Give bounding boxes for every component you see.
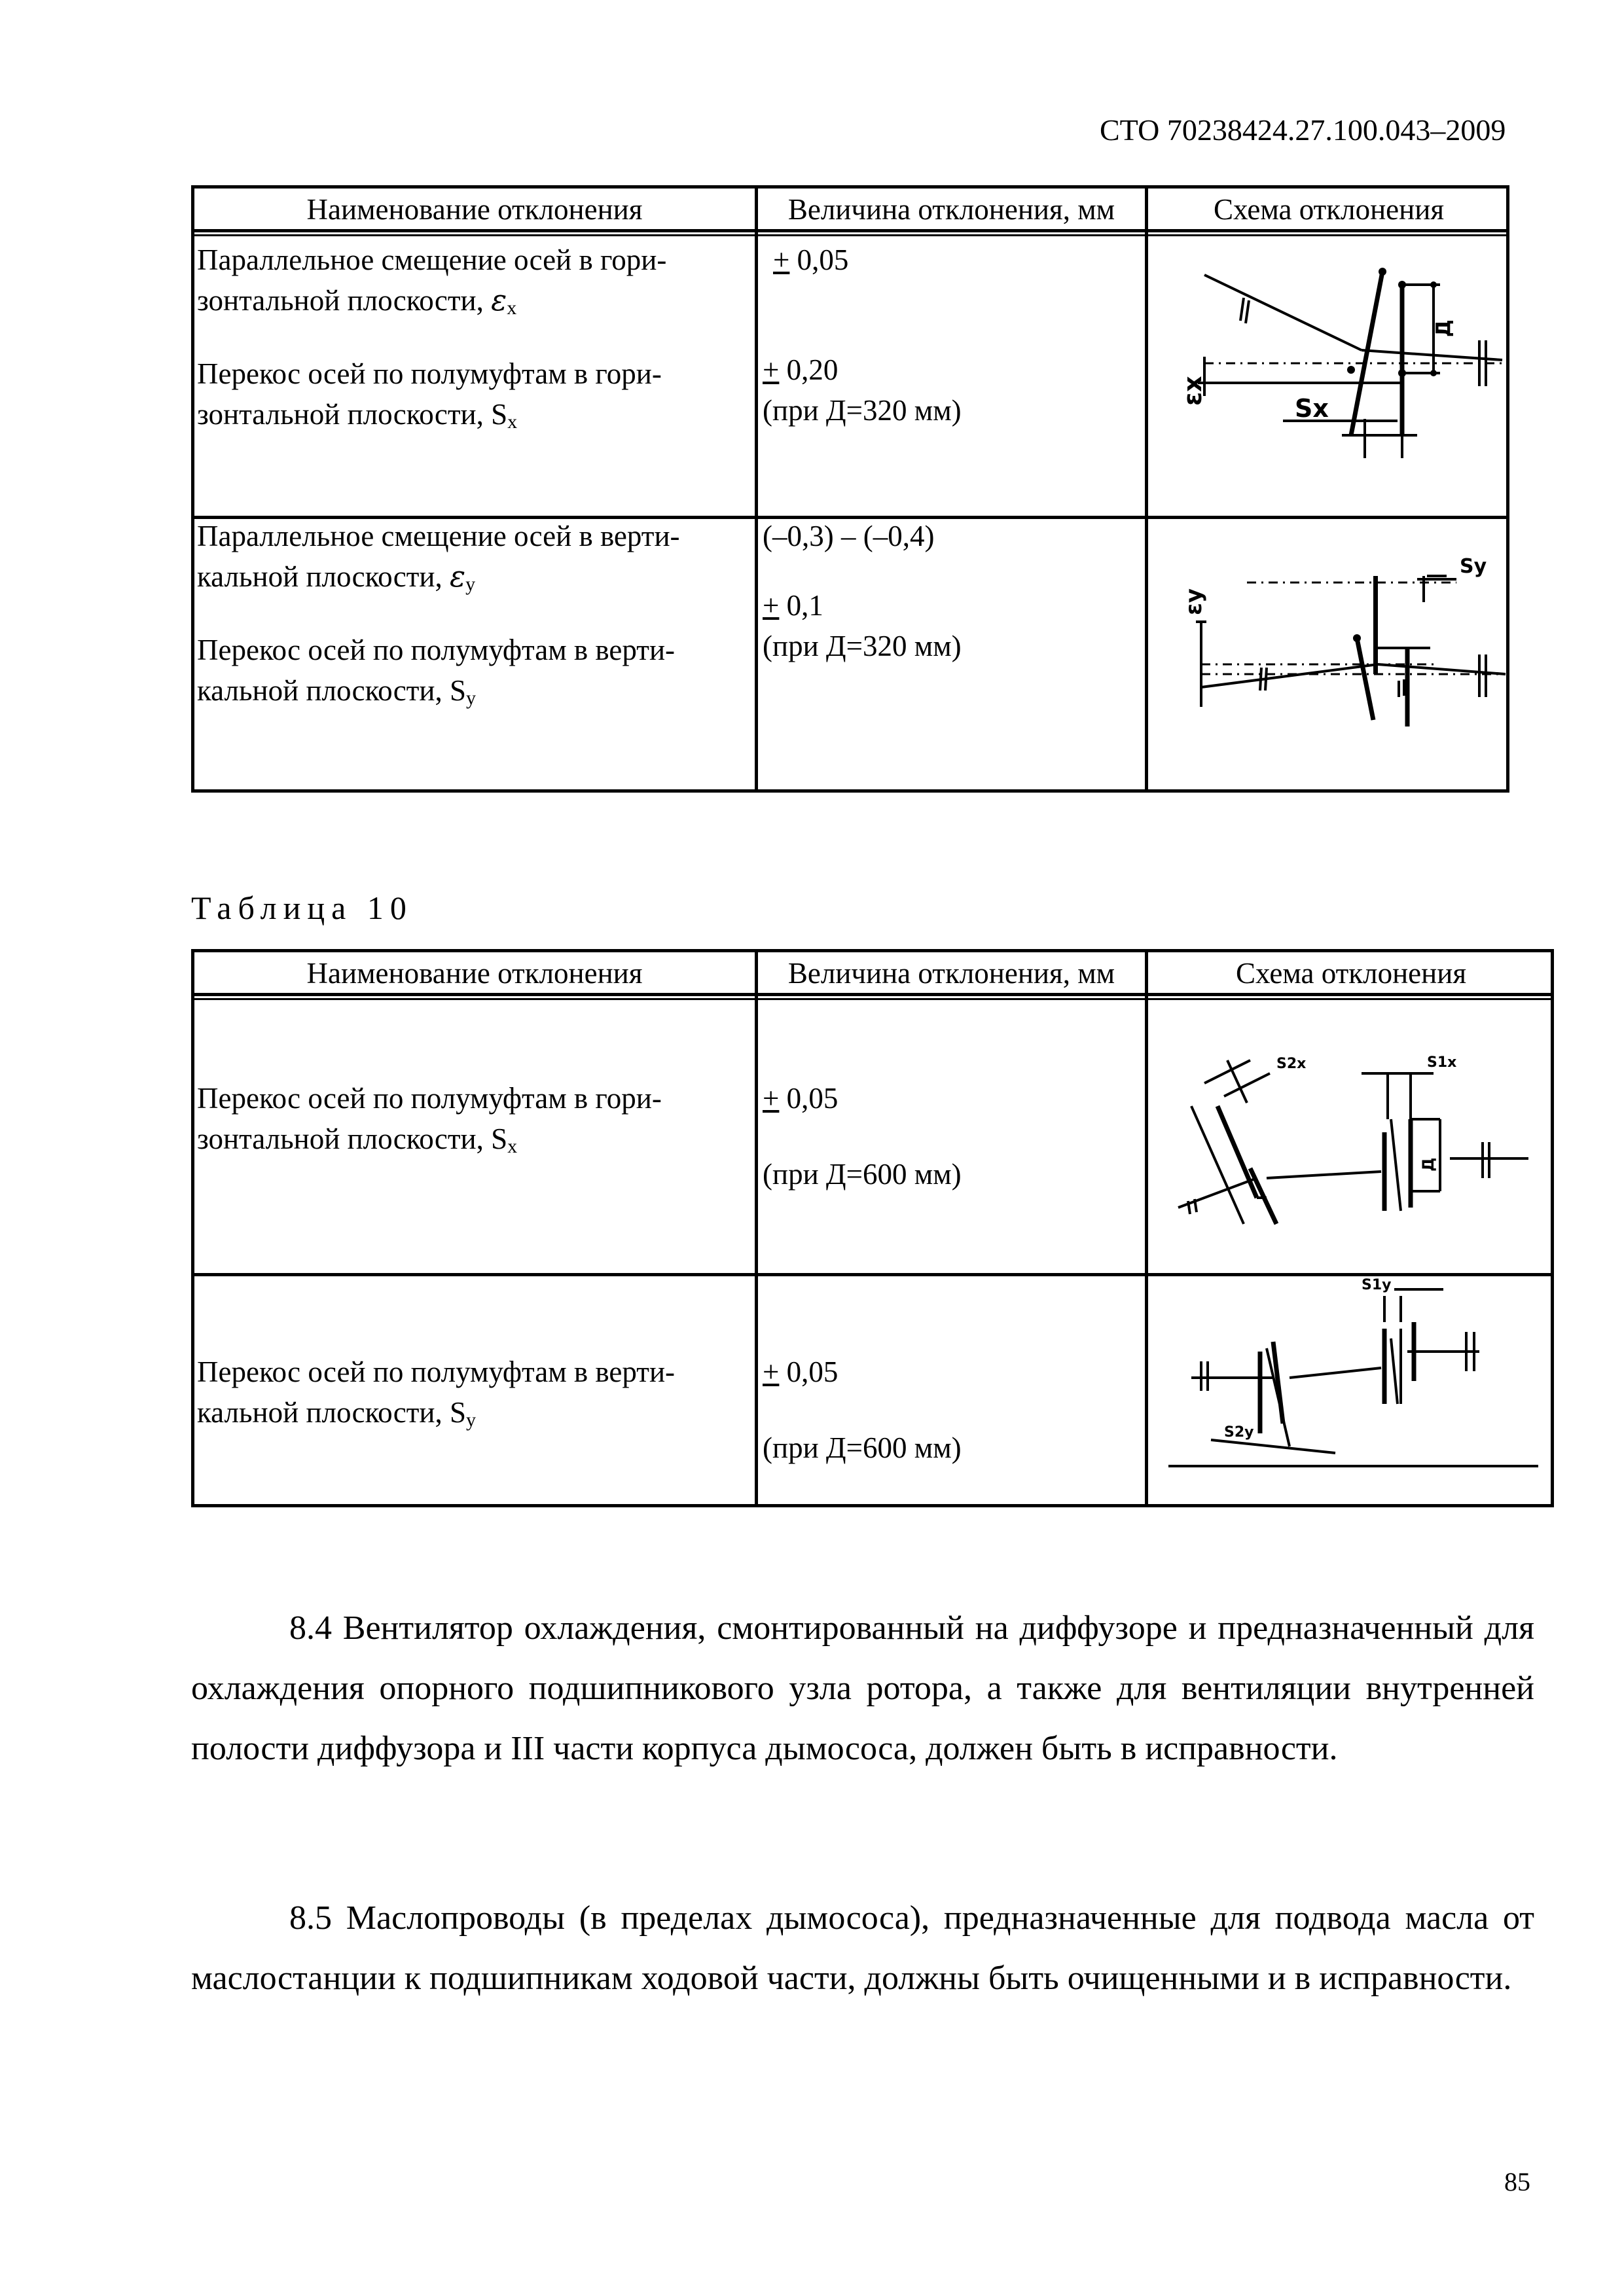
table-9-row-1-name: Параллельное смещение осей в гори- зонтальной плоскости, εx Перекос осей по полумуфтам в гори- зонтальной плоскости, Sx (197, 243, 667, 433)
scheme-horizontal-offset-diagram (1146, 245, 1512, 461)
document-code-header: СТО 70238424.27.100.043–2009 (1100, 113, 1506, 147)
s2y-label: S2y (1224, 1424, 1254, 1441)
table-9-header-value: Величина отклонения, мм (787, 193, 1115, 226)
s1x-label: S1x (1427, 1054, 1457, 1071)
table-9-header-scheme: Схема отклонения (1213, 193, 1445, 226)
scheme-vertical-skew-diagram (1152, 1276, 1545, 1473)
s1y-label: S1y (1362, 1277, 1392, 1293)
table-10-row-2-name: Перекос осей по полумуфтам в верти- кальной плоскости, Sy (197, 1355, 676, 1431)
s-y-label: Sy (1460, 555, 1487, 578)
eps-x-label: εx (1178, 376, 1207, 406)
table-10-header-value: Величина отклонения, мм (787, 957, 1115, 990)
table-9-row-2-value: (–0,3) – (–0,4) + 0,1 (при Д=320 мм) (763, 520, 962, 662)
paragraph-8-4: 8.4 Вентилятор охлаждения, смонтированный на диффузоре и предназначенный для охлаждения опорного подшипникового узла ротора, а также для вентиляции внутренней полости диффузора и III части корпуса дымососа, должен быть в исправности. (191, 1609, 1534, 1767)
scheme-vertical-offset-diagram (1149, 550, 1515, 740)
table-9-header-name: Наименование отклонения (306, 193, 643, 226)
table-10-row-1-value: + 0,05 (при Д=600 мм) (763, 1082, 962, 1191)
delta-label-2: Д (1419, 1157, 1437, 1172)
delta-label: Д (1432, 319, 1455, 337)
table-10-header-name: Наименование отклонения (306, 957, 643, 990)
table-10-row-2-value: + 0,05 (при Д=600 мм) (763, 1355, 962, 1464)
eps-y-label: εy (1181, 588, 1207, 615)
s-x-label: Sx (1295, 394, 1329, 423)
table-10-caption: Таблица 10 (191, 889, 413, 926)
table-9-row-2-name: Параллельное смещение осей в верти- кальной плоскости, εy Перекос осей по полумуфтам в верти- кальной плоскости, Sy (197, 520, 680, 709)
scheme-horizontal-skew-diagram (1152, 1034, 1532, 1250)
page-number: 85 (1504, 2167, 1530, 2197)
s2x-label: S2x (1276, 1056, 1307, 1072)
table-10-header-scheme: Схема отклонения (1235, 957, 1467, 990)
table-9-row-1-value: + 0,05 + 0,20 (при Д=320 мм) (763, 243, 962, 427)
paragraph-8-5: 8.5 Маслопроводы (в пределах дымососа), предназначенные для подвода масла от маслостанции к подшипникам ходовой части, должны быть очищенными и в исправности. (191, 1899, 1534, 1997)
table-10-row-1-name: Перекос осей по полумуфтам в гори- зонтальной плоскости, Sx (197, 1082, 662, 1157)
